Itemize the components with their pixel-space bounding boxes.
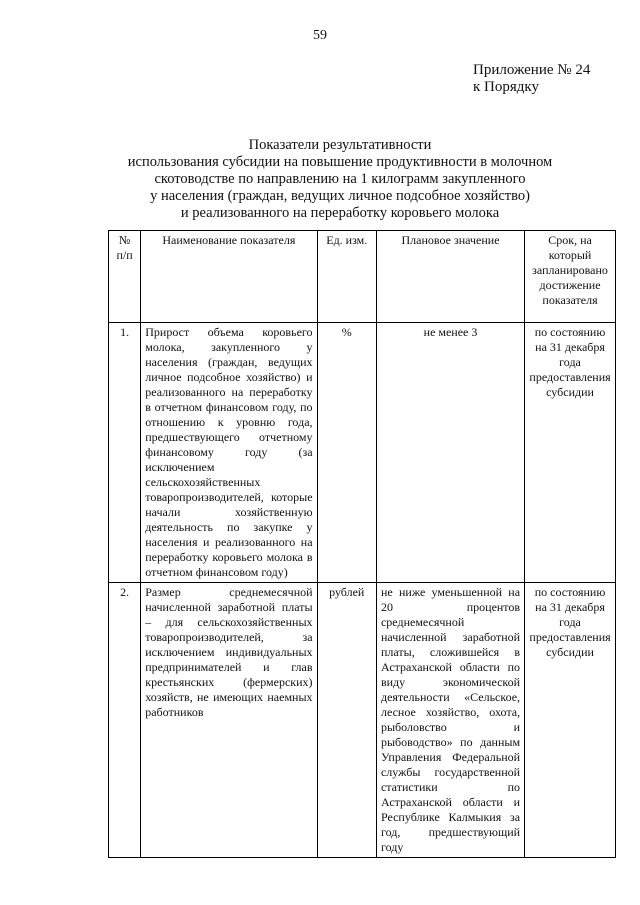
table-header-row	[109, 231, 616, 323]
title-line-4: у населения (граждан, ведущих личное подсобное хозяйство)	[150, 188, 530, 204]
row-1-name: Прирост объема коровьего молока, закупленного у населения (граждан, ведущих личное подсобное хозяйство) и реализованного на переработку в отчетном финансовом году, по отношению к уровню года, предшествующего отчетному финансовому году (за исключением сельскохозяйственных товаропроизводителей, которые начали хозяйственную деятельность по закупке у населения и реализованного на переработку коровьего молока в отчетном финансовом году)	[141, 323, 317, 583]
title-line-3: скотоводстве по направлению на 1 килограмм закупленного	[154, 171, 526, 187]
indicators-table	[108, 230, 616, 858]
appendix-reference	[473, 62, 590, 96]
row-2-term: по состоянию на 31 декабря года предоставления субсидии	[525, 583, 616, 858]
row-2-name: Размер среднемесячной начисленной заработной платы – для сельскохозяйственных товаропроизводителей, за исключением индивидуальных предпринимателей и глав крестьянских (фермерских) хозяйств, не имеющих наемных работников	[141, 583, 317, 858]
row-2-unit: рублей	[317, 583, 376, 858]
appendix-line-2: к Порядку	[473, 79, 539, 95]
table-row	[109, 583, 616, 858]
title-line-5: и реализованного на переработку коровьего молока	[180, 205, 500, 221]
row-1-plan: не менее 3	[376, 323, 524, 583]
row-1-unit: %	[317, 323, 376, 583]
row-1-term: по состоянию на 31 декабря года предоставления субсидии	[525, 323, 616, 583]
table-row	[109, 323, 616, 583]
title-line-1: Показатели результативности	[248, 137, 432, 153]
header-num: № п/п	[109, 231, 141, 323]
header-name: Наименование показателя	[141, 231, 317, 323]
row-2-num: 2.	[109, 583, 141, 858]
header-unit: Ед. изм.	[317, 231, 376, 323]
title-line-2: использования субсидии на повышение продуктивности в молочном	[127, 154, 553, 170]
appendix-line-1: Приложение № 24	[473, 62, 591, 78]
row-1-num: 1.	[109, 323, 141, 583]
document-title	[110, 137, 570, 222]
header-plan: Плановое значение	[376, 231, 524, 323]
page-number: 59	[313, 28, 327, 43]
header-term: Срок, на который запланировано достижение показателя	[525, 231, 616, 323]
row-2-plan: не ниже уменьшенной на 20 процентов среднемесячной начисленной заработной платы, сложившейся в Астраханской области по виду экономической деятельности «Сельское, лесное хозяйство, охота, рыболовство и рыбоводство» по данным Управления Федеральной службы государственной статистики по Астраханской области и Республике Калмыкия за год, предшествующий году	[376, 583, 524, 858]
